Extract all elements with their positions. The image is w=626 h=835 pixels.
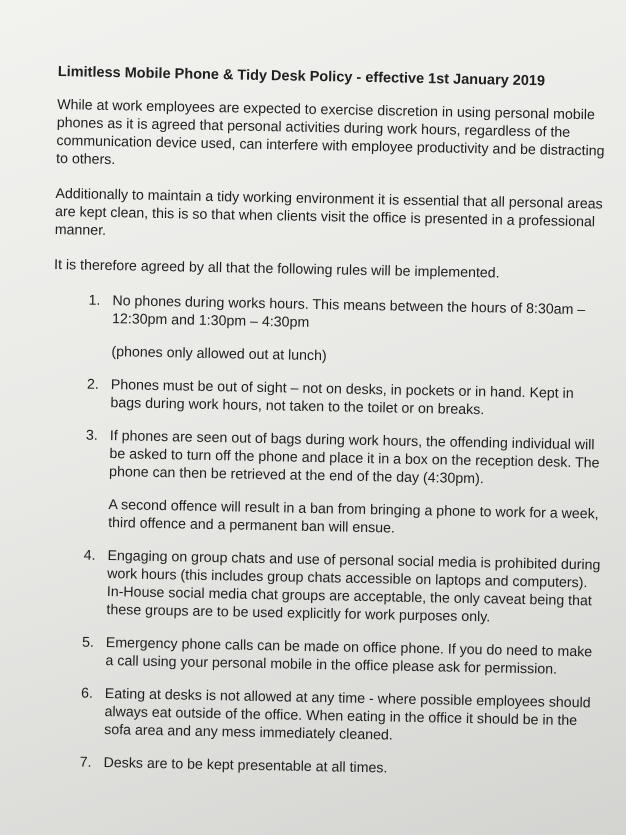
rule-text: Eating at desks is not allowed at any time - where possible employees should always eat outside of the office. When eating in the office it should be in the sofa area and any mess immediately cleaned. xyxy=(104,686,591,744)
policy-document xyxy=(44,62,610,796)
rule-text: Emergency phone calls can be made on office phone. If you do need to make a call using your personal mobile in the office please ask for permission. xyxy=(105,635,593,678)
rule-3 xyxy=(49,426,603,542)
rule-note: (phones only allowed out at lunch) xyxy=(111,344,327,365)
agreement-paragraph: It is therefore agreed by all that the following rules will be implemented. xyxy=(53,256,500,282)
rule-1 xyxy=(52,291,605,371)
rule-number: 3. xyxy=(85,427,98,444)
rule-number: 5. xyxy=(81,634,95,651)
rule-4 xyxy=(47,546,600,629)
rule-number: 7. xyxy=(79,754,92,771)
rule-note: A second offence will result in a ban from bringing a phone to work for a week, third offence and a permanent ban will ensue. xyxy=(108,497,599,537)
rule-text: If phones are seen out of bags during work hours, the offending individual will be asked to turn off the phone and place it in a box on the reception desk. The phone can then be retrieved at the end of the day (4:30pm). xyxy=(108,428,600,488)
rule-text: Desks are to be kept presentable at all times. xyxy=(103,755,388,777)
rule-text: Engaging on group chats and use of personal social media is prohibited during work hours (this includes group chats accessible on laptops and computers). In-House social media chat groups are acceptable, the only caveat being that these groups are to be used explicitly for work purposes only. xyxy=(106,548,601,626)
rule-number: 2. xyxy=(86,376,99,393)
rule-number: 1. xyxy=(88,292,101,309)
rule-text: Phones must be out of sight – not on desks, in pockets or in hand. Kept in bags during work hours, not taken to the toilet or on breaks. xyxy=(110,377,574,419)
rule-number: 4. xyxy=(83,547,96,564)
rule-5 xyxy=(46,633,599,680)
rule-7 xyxy=(44,753,596,782)
document-title: Limitless Mobile Phone & Tidy Desk Policy - effective 1st January 2019 xyxy=(57,63,546,90)
rule-text: No phones during works hours. This means between the hours of 8:30am – 12:30pm and 1:30pm – 4:30pm xyxy=(111,293,586,331)
intro-paragraph: While at work employees are expected to exercise discretion in using personal mobile phones as it is agreed that personal activities during work hours, regardless of the communication device used, can interfere with employee productivity and be distracting to others. xyxy=(55,96,605,169)
tidy-paragraph: Additionally to maintain a tidy working environment it is essential that all personal areas are kept clean, this is so that when clients visit the office is presented in a professional manner. xyxy=(54,185,603,239)
rule-6 xyxy=(45,684,598,749)
rule-2 xyxy=(51,375,604,422)
rule-number: 6. xyxy=(80,685,94,702)
rules-list xyxy=(44,291,605,782)
